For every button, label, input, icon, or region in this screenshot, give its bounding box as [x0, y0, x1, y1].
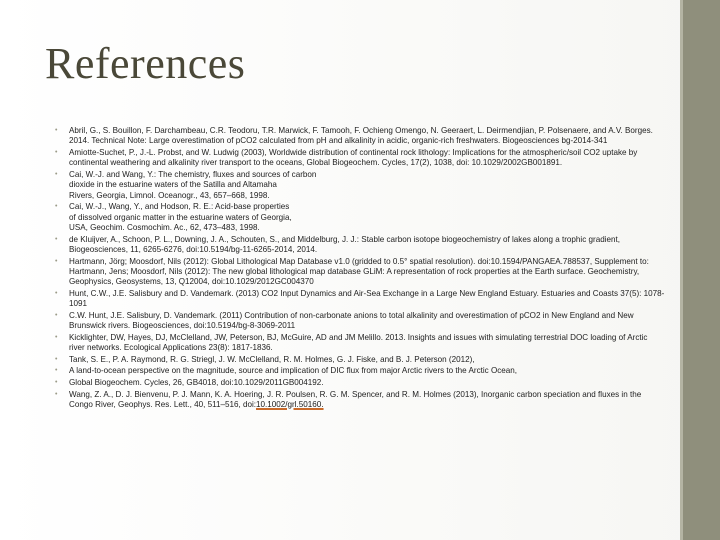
reference-item	[55, 257, 665, 288]
reference-text: Amiotte-Suchet, P., J.-L. Probst, and W. Ludwig (2003), Worldwide distribution of continental rock lithology: Implications for the atmospheric/soil CO2 uptake by continental weathering and alkalinity river transport to the oceans, Global Biogeochem. Cycles, 17(2), 1038, doi: 10.1029/2002GB001891.	[69, 147, 638, 168]
bullet-icon: •	[55, 127, 58, 134]
reference-text: Hartmann, Jörg; Moosdorf, Nils (2012): Global Lithological Map Database v1.0 (gridded to 0.5° spatial resolution). doi:10.1594/PANGAEA.788537, Supplement to: Hartmann, Jens; Moosdorf, Nils (2012): The new global lithological map database GLiM: A representation of rock properties at the Earth surface. Geochemistry, Geophysics, Geosystems, 13, Q12004, doi:10.1029/2012GC004370	[69, 256, 649, 287]
reference-item	[55, 126, 665, 147]
reference-item	[55, 202, 665, 233]
reference-item	[55, 170, 665, 201]
bullet-icon: •	[55, 235, 58, 243]
bullet-icon: •	[55, 311, 58, 319]
reference-item	[55, 333, 665, 354]
reference-text: C.W. Hunt, J.E. Salisbury, D. Vandemark. (2011) Contribution of non-carbonate anions to total alkalinity and overestimation of pCO2 in New England and New Brunswick rivers. Biogeosciences, doi:10.5194/bg-8-3069-2011	[69, 310, 634, 331]
reference-item	[55, 390, 665, 411]
bullet-icon: •	[55, 257, 58, 265]
reference-item	[55, 355, 665, 365]
reference-item	[55, 366, 665, 376]
doi-link[interactable]: 10.1002/grl.50160.	[256, 400, 324, 410]
bullet-icon: •	[55, 170, 58, 178]
reference-text: Tank, S. E., P. A. Raymond, R. G. Striegl, J. W. McClelland, R. M. Holmes, G. J. Fiske, and B. J. Peterson (2012),	[69, 354, 475, 364]
reference-item	[55, 289, 665, 310]
reference-text: Hunt, C.W., J.E. Salisbury and D. Vandemark. (2013) CO2 Input Dynamics and Air-Sea Exchange in a Large New England Estuary. Estuaries and Coasts 37(5): 1078-1091	[69, 288, 665, 309]
reference-item	[55, 311, 665, 332]
bullet-icon: •	[55, 379, 58, 387]
reference-item	[55, 235, 665, 256]
reference-text: Kicklighter, DW, Hayes, DJ, McClelland, JW, Peterson, BJ, McGuire, AD and JM Melillo. 2013. Insights and issues with simulating terrestrial DOC loading of Arctic river networks. Ecological Applications 23(8): 1817-1836.	[69, 332, 648, 353]
bullet-icon: •	[55, 148, 58, 156]
bullet-icon: •	[55, 333, 58, 341]
reference-list	[55, 126, 665, 412]
reference-text: de Kluijver, A., Schoon, P. L., Downing, J. A., Schouten, S., and Middelburg, J. J.: Stable carbon isotope biogeochemistry of lakes along a trophic gradient, Biogeosciences, 11, 6265-6276, doi:10.5194/bg-11-6265-2014, 2014.	[69, 234, 620, 254]
bullet-icon: •	[55, 367, 58, 375]
bullet-icon: •	[55, 390, 58, 398]
reference-item	[55, 148, 665, 169]
reference-text: Global Biogeochem. Cycles, 26, GB4018, doi:10.1029/2011GB004192.	[69, 378, 324, 388]
reference-text: Wang, Z. A., D. J. Bienvenu, P. J. Mann, K. A. Hoering, J. R. Poulsen, R. G. M. Spencer, and R. M. Holmes (2013), Inorganic carbon speciation and fluxes in the Congo River, Geophys. Res. Lett., 40, 511–516, doi:	[69, 389, 642, 410]
bullet-icon: •	[55, 355, 58, 363]
reference-text: Cai, W.-J., Wang, Y., and Hodson, R. E.: Acid-base properties of dissolved organic matter in the estuarine waters of Georgia, USA, Geochim. Cosmochim. Ac., 62, 473–483, 1998.	[69, 202, 292, 232]
bullet-icon: •	[55, 289, 58, 297]
reference-text: Abril, G., S. Bouillon, F. Darchambeau, C.R. Teodoru, T.R. Marwick, F. Tamooh, F. Ochieng Omengo, N. Geeraert, L. Deirmendjian, P. Polsenaere, and A.V. Borges. 2014. Technical Note: Large overestimation of pCO2 calculated from pH and alkalinity in acidic, organic-rich freshwaters. Biogeosciences bg-2014-341	[69, 126, 653, 146]
page-title: References	[45, 39, 246, 88]
bullet-icon: •	[55, 203, 58, 211]
reference-text: Cai, W.-J. and Wang, Y.: The chemistry, fluxes and sources of carbon dioxide in the estuarine waters of the Satilla and Altamaha Rivers, Georgia, Limnol. Oceanogr., 43, 657–668, 1998.	[69, 169, 317, 200]
right-accent-bar	[680, 0, 720, 540]
reference-item	[55, 378, 665, 388]
reference-text: A land-to-ocean perspective on the magnitude, source and implication of DIC flux from major Arctic rivers to the Arctic Ocean,	[69, 366, 518, 376]
